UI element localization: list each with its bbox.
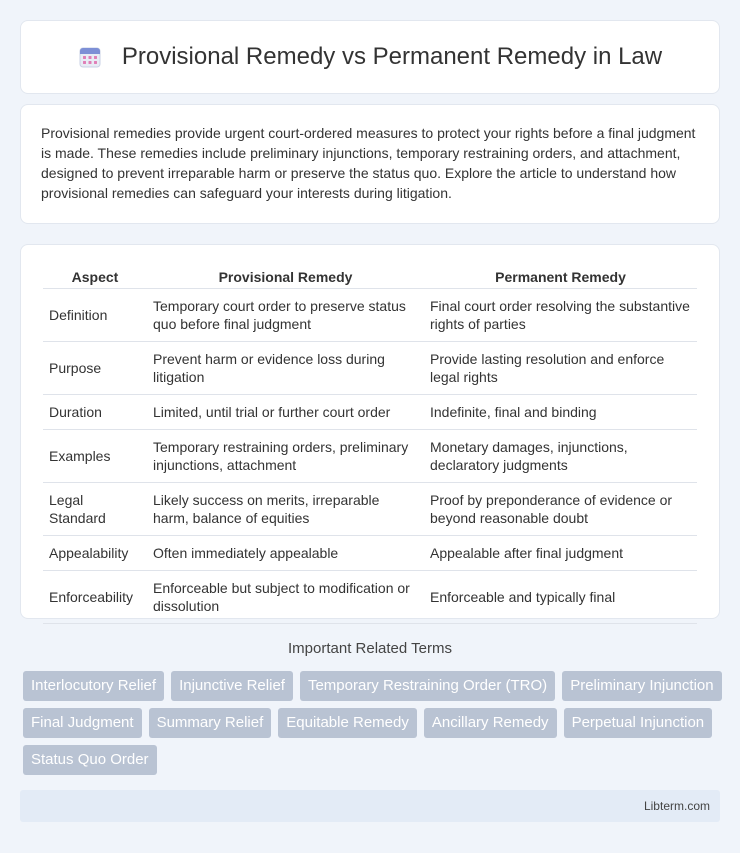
- related-term-tag[interactable]: Status Quo Order: [23, 745, 157, 775]
- table-cell-permanent: Final court order resolving the substantive rights of parties: [424, 289, 697, 342]
- table-row: [43, 395, 697, 430]
- column-header-provisional: Provisional Remedy: [147, 265, 424, 289]
- table-cell-provisional: Enforceable but subject to modification or dissolution: [147, 571, 424, 624]
- related-term-tag[interactable]: Equitable Remedy: [278, 708, 417, 738]
- related-term-tag[interactable]: Final Judgment: [23, 708, 142, 738]
- footer-site-link[interactable]: Libterm.com: [643, 799, 710, 813]
- comparison-table-card: [20, 244, 720, 619]
- table-cell-provisional: Often immediately appealable: [147, 536, 424, 571]
- table-cell-aspect: Enforceability: [43, 571, 147, 624]
- related-term-tag[interactable]: Perpetual Injunction: [564, 708, 713, 738]
- table-cell-provisional: Temporary court order to preserve status quo before final judgment: [147, 289, 424, 342]
- table-cell-aspect: Duration: [43, 395, 147, 430]
- table-row: [43, 342, 697, 395]
- related-terms-list: [23, 671, 723, 775]
- table-cell-provisional: Prevent harm or evidence loss during litigation: [147, 342, 424, 395]
- table-cell-aspect: Appealability: [43, 536, 147, 571]
- related-terms-heading: Important Related Terms: [288, 640, 452, 657]
- table-cell-aspect: Legal Standard: [43, 483, 147, 536]
- related-term-tag[interactable]: Interlocutory Relief: [23, 671, 164, 701]
- table-cell-aspect: Purpose: [43, 342, 147, 395]
- table-cell-provisional: Likely success on merits, irreparable harm, balance of equities: [147, 483, 424, 536]
- table-row: [43, 289, 697, 342]
- table-cell-permanent: Indefinite, final and binding: [424, 395, 697, 430]
- table-row: [43, 536, 697, 571]
- intro-card: [20, 104, 720, 224]
- footer: [20, 790, 720, 822]
- table-cell-provisional: Limited, until trial or further court order: [147, 395, 424, 430]
- table-header-row: [43, 265, 697, 289]
- related-term-tag[interactable]: Summary Relief: [149, 708, 272, 738]
- table-cell-permanent: Appealable after final judgment: [424, 536, 697, 571]
- calendar-icon: [78, 45, 102, 69]
- intro-text: Provisional remedies provide urgent court-ordered measures to protect your rights before a final judgment is made. These remedies include preliminary injunctions, temporary restraining orders, and attachment, designed to prevent irreparable harm or preserve the status quo. Explore the article to understand how provisional remedies can safeguard your interests during litigation.: [41, 125, 696, 201]
- table-cell-permanent: Monetary damages, injunctions, declaratory judgments: [424, 430, 697, 483]
- related-term-tag[interactable]: Ancillary Remedy: [424, 708, 557, 738]
- title-card: [20, 20, 720, 94]
- related-term-tag[interactable]: Preliminary Injunction: [562, 671, 721, 701]
- table-cell-permanent: Provide lasting resolution and enforce legal rights: [424, 342, 697, 395]
- table-cell-aspect: Definition: [43, 289, 147, 342]
- related-term-tag[interactable]: Temporary Restraining Order (TRO): [300, 671, 555, 701]
- column-header-aspect: Aspect: [43, 265, 147, 289]
- table-row: [43, 483, 697, 536]
- table-row: [43, 430, 697, 483]
- column-header-permanent: Permanent Remedy: [424, 265, 697, 289]
- page-title: Provisional Remedy vs Permanent Remedy in Law: [121, 43, 663, 70]
- table-cell-permanent: Proof by preponderance of evidence or beyond reasonable doubt: [424, 483, 697, 536]
- table-cell-permanent: Enforceable and typically final: [424, 571, 697, 624]
- comparison-table: [43, 265, 697, 624]
- related-term-tag[interactable]: Injunctive Relief: [171, 671, 293, 701]
- table-cell-provisional: Temporary restraining orders, preliminary injunctions, attachment: [147, 430, 424, 483]
- table-cell-aspect: Examples: [43, 430, 147, 483]
- table-row: [43, 571, 697, 624]
